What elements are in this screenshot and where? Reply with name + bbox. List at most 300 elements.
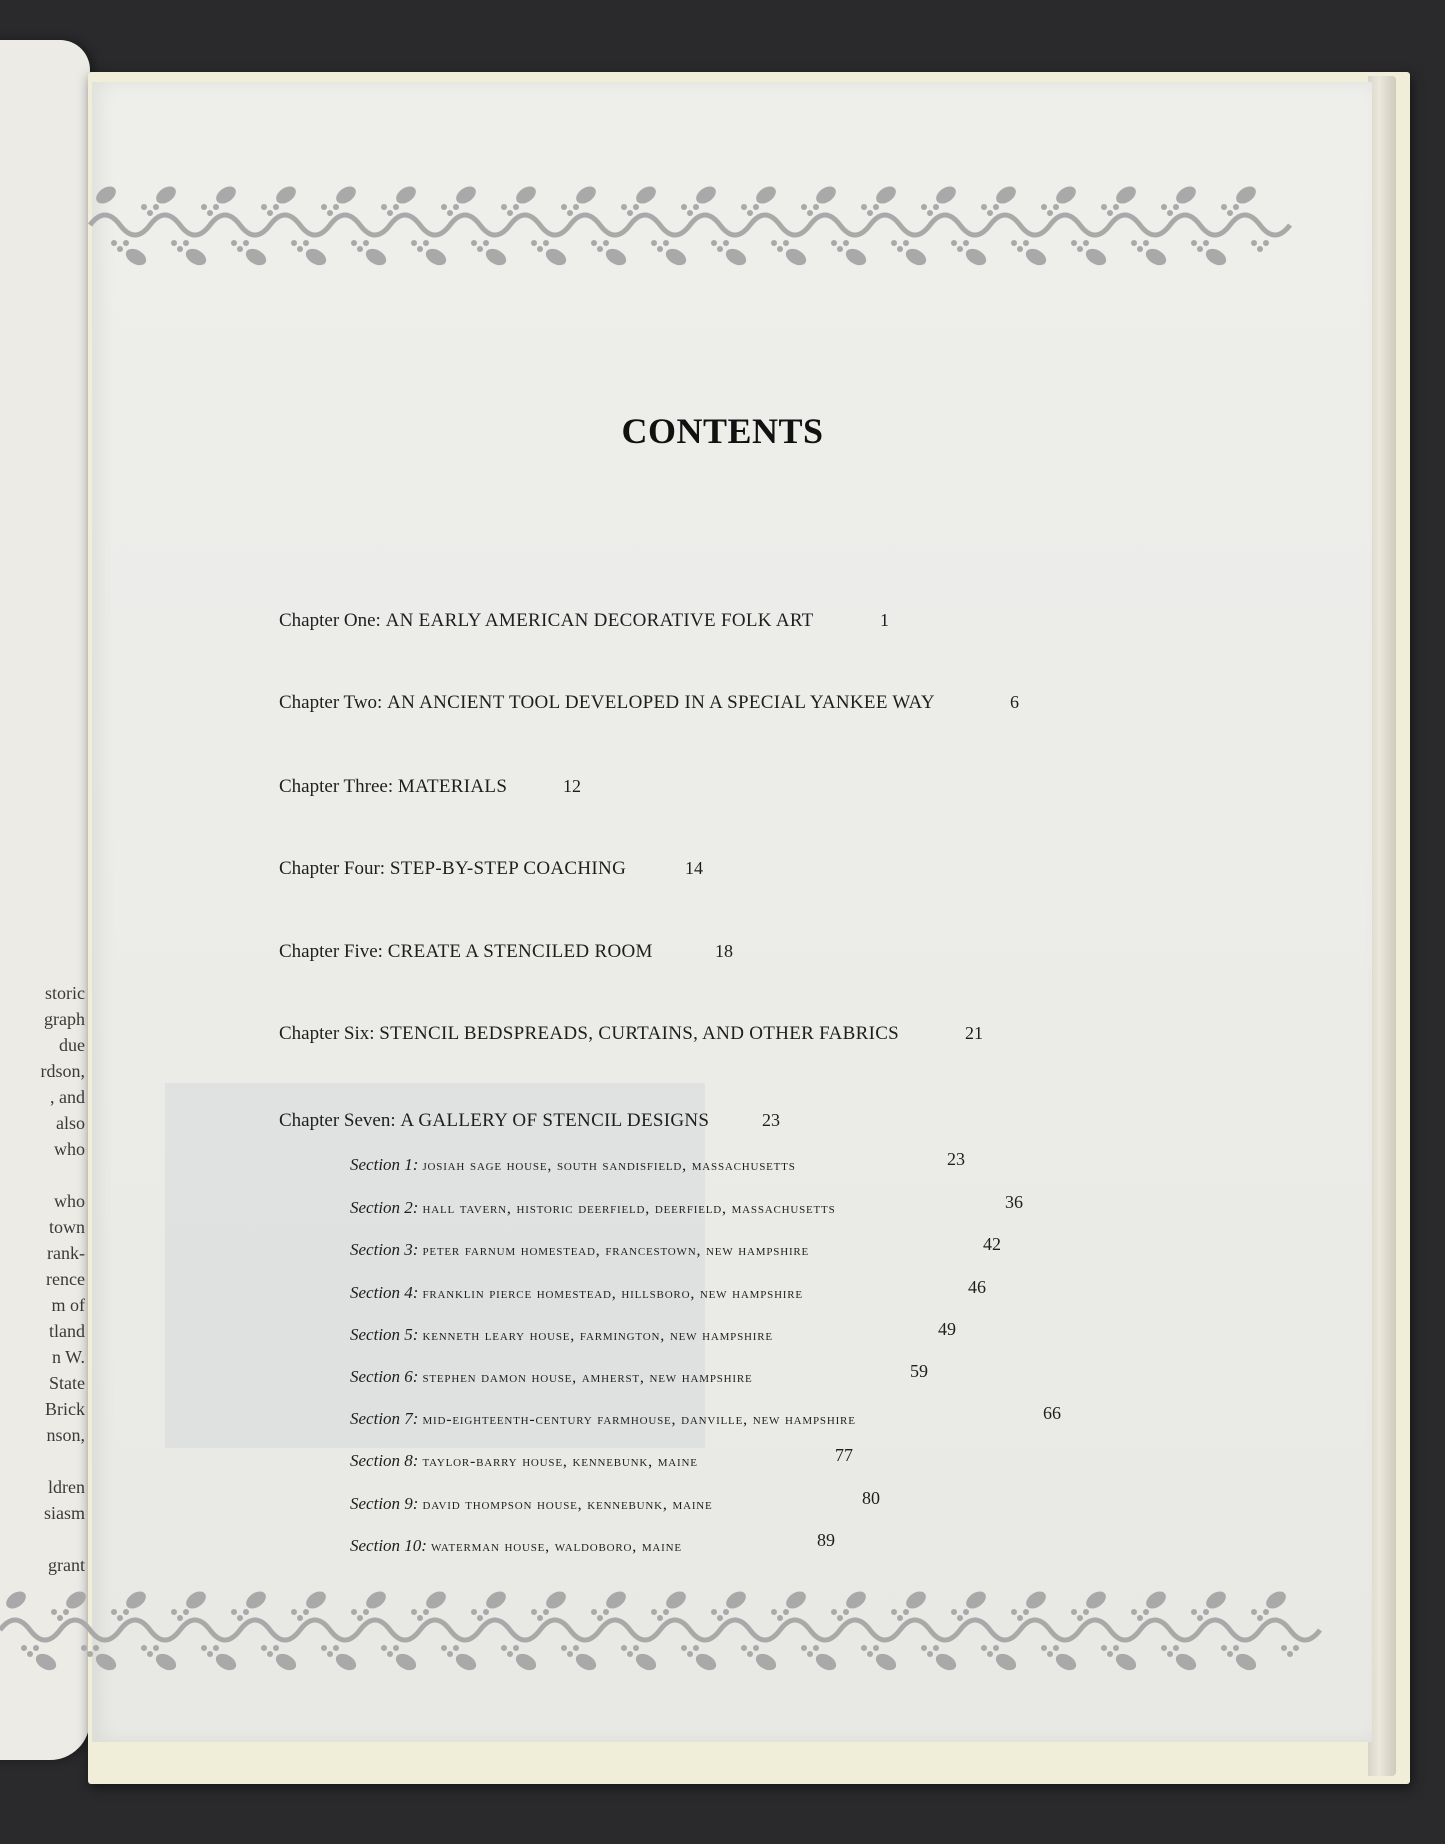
berry-dot bbox=[1131, 240, 1137, 246]
facing-page bbox=[0, 40, 90, 1760]
berry-dot bbox=[477, 246, 483, 252]
leaf-icon bbox=[333, 183, 359, 207]
leaf-icon bbox=[873, 1650, 899, 1673]
berry-dot bbox=[117, 1615, 123, 1621]
berry-dot bbox=[381, 1645, 387, 1651]
section-page-number: 46 bbox=[968, 1277, 986, 1297]
leaf-icon bbox=[483, 1588, 509, 1612]
berry-dot bbox=[297, 1615, 303, 1621]
leaf-icon bbox=[1263, 1588, 1289, 1612]
section-label: Section 8: bbox=[350, 1451, 419, 1470]
berry-dot bbox=[123, 1609, 129, 1615]
berry-dot bbox=[1107, 1651, 1113, 1657]
berry-dot bbox=[423, 240, 429, 246]
section-label: Section 1: bbox=[350, 1155, 419, 1174]
berry-dot bbox=[153, 204, 159, 210]
berry-dot bbox=[1071, 1609, 1077, 1615]
berry-dot bbox=[867, 1651, 873, 1657]
leaf-icon bbox=[1113, 1650, 1139, 1673]
berry-dot bbox=[1077, 1615, 1083, 1621]
berry-dot bbox=[711, 240, 717, 246]
berry-dot bbox=[1251, 1609, 1257, 1615]
leaf-icon bbox=[1113, 183, 1139, 207]
section-label: Section 2: bbox=[350, 1198, 419, 1217]
stencil-border-top bbox=[0, 165, 1445, 285]
berry-dot bbox=[573, 204, 579, 210]
leaf-icon bbox=[843, 1588, 869, 1612]
berry-dot bbox=[843, 240, 849, 246]
leaf-icon bbox=[153, 183, 179, 207]
berry-dot bbox=[777, 246, 783, 252]
section-page-number: 77 bbox=[835, 1445, 853, 1465]
chapter-entry[interactable] bbox=[279, 610, 814, 632]
section-entry[interactable] bbox=[350, 1367, 753, 1387]
berry-dot bbox=[1197, 1615, 1203, 1621]
chapter-entry[interactable] bbox=[279, 858, 626, 880]
berry-dot bbox=[57, 1615, 63, 1621]
chapter-title: MATERIALS bbox=[397, 776, 508, 797]
berry-dot bbox=[843, 1609, 849, 1615]
berry-dot bbox=[27, 1651, 33, 1657]
berry-dot bbox=[63, 1609, 69, 1615]
berry-dot bbox=[441, 1645, 447, 1651]
section-label: Section 9: bbox=[350, 1494, 419, 1513]
leaf-icon bbox=[1173, 1650, 1199, 1673]
leaf-icon bbox=[603, 1588, 629, 1612]
section-entry[interactable] bbox=[350, 1155, 796, 1175]
berry-dot bbox=[903, 1609, 909, 1615]
berry-dot bbox=[957, 1615, 963, 1621]
berry-dot bbox=[1233, 204, 1239, 210]
page-title: CONTENTS bbox=[621, 411, 824, 451]
facing-page-line: State bbox=[49, 1373, 85, 1393]
berry-dot bbox=[273, 204, 279, 210]
facing-page-line: who bbox=[54, 1139, 85, 1159]
berry-dot bbox=[1053, 204, 1059, 210]
facing-page-line: nson, bbox=[46, 1425, 85, 1445]
berry-dot bbox=[651, 1609, 657, 1615]
berry-dot bbox=[1227, 1651, 1233, 1657]
berry-dot bbox=[1221, 204, 1227, 210]
berry-dot bbox=[483, 1609, 489, 1615]
berry-dot bbox=[873, 1645, 879, 1651]
berry-dot bbox=[1113, 1645, 1119, 1651]
berry-dot bbox=[1011, 1609, 1017, 1615]
berry-dot bbox=[21, 1645, 27, 1651]
leaf-icon bbox=[483, 245, 509, 268]
berry-dot bbox=[1053, 1645, 1059, 1651]
section-entry[interactable] bbox=[350, 1283, 803, 1303]
berry-dot bbox=[261, 204, 267, 210]
berry-dot bbox=[51, 1609, 57, 1615]
berry-dot bbox=[1281, 1645, 1287, 1651]
berry-dot bbox=[963, 240, 969, 246]
leaf-icon bbox=[633, 1650, 659, 1673]
berry-dot bbox=[711, 1609, 717, 1615]
section-title: peter farnum homestead, francestown, new hampshire bbox=[422, 1242, 810, 1259]
berry-dot bbox=[237, 246, 243, 252]
berry-dot bbox=[411, 1609, 417, 1615]
berry-dot bbox=[633, 204, 639, 210]
berry-dot bbox=[633, 1645, 639, 1651]
section-title: kenneth leary house, farmington, new hampshire bbox=[422, 1327, 773, 1344]
berry-dot bbox=[1257, 246, 1263, 252]
berry-dot bbox=[603, 1609, 609, 1615]
section-entry[interactable] bbox=[350, 1494, 713, 1514]
leaf-icon bbox=[963, 1588, 989, 1612]
leaf-icon bbox=[243, 1588, 269, 1612]
section-entry[interactable] bbox=[350, 1198, 836, 1218]
leaf-icon bbox=[1203, 1588, 1229, 1612]
section-label: Section 7: bbox=[350, 1409, 419, 1428]
section-title: waterman house, waldoboro, maine bbox=[430, 1538, 682, 1555]
facing-page-line: rence bbox=[46, 1269, 85, 1289]
leaf-icon bbox=[123, 1588, 149, 1612]
berry-dot bbox=[777, 1615, 783, 1621]
cover-edge bbox=[1368, 76, 1396, 1776]
berry-dot bbox=[1113, 204, 1119, 210]
berry-dot bbox=[477, 1615, 483, 1621]
section-entry[interactable] bbox=[350, 1409, 856, 1429]
berry-dot bbox=[807, 210, 813, 216]
berry-dot bbox=[1083, 1609, 1089, 1615]
berry-dot bbox=[381, 204, 387, 210]
berry-dot bbox=[333, 204, 339, 210]
vine-stem bbox=[90, 215, 1290, 235]
berry-dot bbox=[183, 240, 189, 246]
berry-dot bbox=[813, 204, 819, 210]
section-label: Section 6: bbox=[350, 1367, 419, 1386]
leaf-icon bbox=[753, 1650, 779, 1673]
leaf-icon bbox=[1173, 183, 1199, 207]
facing-page-line: grant bbox=[48, 1555, 85, 1575]
leaf-icon bbox=[603, 245, 629, 268]
berry-dot bbox=[687, 1651, 693, 1657]
leaf-icon bbox=[993, 183, 1019, 207]
berry-dot bbox=[231, 1609, 237, 1615]
leaf-icon bbox=[1143, 245, 1169, 268]
chapter-label: Chapter One: bbox=[279, 610, 386, 631]
berry-dot bbox=[1137, 1615, 1143, 1621]
berry-dot bbox=[891, 1609, 897, 1615]
berry-dot bbox=[753, 1645, 759, 1651]
facing-page-line: , and bbox=[50, 1087, 85, 1107]
section-page-number: 49 bbox=[938, 1319, 956, 1339]
facing-page-line: graph bbox=[44, 1009, 85, 1029]
leaf-icon bbox=[1023, 245, 1049, 268]
leaf-icon bbox=[843, 245, 869, 268]
facing-page-line bbox=[0, 1526, 85, 1552]
berry-dot bbox=[831, 1609, 837, 1615]
chapter-label: Chapter Six: bbox=[279, 1023, 380, 1044]
berry-dot bbox=[783, 240, 789, 246]
berry-dot bbox=[627, 210, 633, 216]
section-title: stephen damon house, amherst, new hampshire bbox=[422, 1369, 753, 1386]
berry-dot bbox=[723, 240, 729, 246]
section-page-number: 89 bbox=[817, 1530, 835, 1550]
chapter-entry[interactable] bbox=[279, 941, 653, 963]
leaf-icon bbox=[333, 1650, 359, 1673]
facing-page-line: tland bbox=[49, 1321, 85, 1341]
berry-dot bbox=[981, 1645, 987, 1651]
berry-dot bbox=[303, 1609, 309, 1615]
leaf-icon bbox=[153, 1650, 179, 1673]
leaf-icon bbox=[813, 183, 839, 207]
berry-dot bbox=[837, 1615, 843, 1621]
berry-dot bbox=[147, 1651, 153, 1657]
berry-dot bbox=[573, 1645, 579, 1651]
chapter-label: Chapter Five: bbox=[279, 941, 388, 962]
facing-page-line bbox=[0, 1448, 85, 1474]
leaf-icon bbox=[543, 1588, 569, 1612]
section-page-number: 80 bbox=[862, 1488, 880, 1508]
facing-page-line: rdson, bbox=[40, 1061, 85, 1081]
berry-dot bbox=[243, 1609, 249, 1615]
berry-dot bbox=[663, 1609, 669, 1615]
berry-dot bbox=[861, 1645, 867, 1651]
berry-dot bbox=[561, 1645, 567, 1651]
berry-dot bbox=[81, 1645, 87, 1651]
berry-dot bbox=[567, 1651, 573, 1657]
leaf-icon bbox=[243, 245, 269, 268]
berry-dot bbox=[273, 1645, 279, 1651]
berry-dot bbox=[93, 1645, 99, 1651]
berry-dot bbox=[1071, 240, 1077, 246]
section-label: Section 4: bbox=[350, 1283, 419, 1302]
chapter-title: A GALLERY OF STENCIL DESIGNS bbox=[400, 1110, 710, 1131]
berry-dot bbox=[717, 1615, 723, 1621]
chapter-page-number: 21 bbox=[965, 1023, 983, 1043]
leaf-icon bbox=[363, 245, 389, 268]
berry-dot bbox=[1047, 1651, 1053, 1657]
facing-page-line: Brick bbox=[45, 1399, 85, 1419]
berry-dot bbox=[201, 204, 207, 210]
berry-dot bbox=[801, 1645, 807, 1651]
berry-dot bbox=[327, 210, 333, 216]
berry-dot bbox=[363, 240, 369, 246]
leaf-icon bbox=[663, 1588, 689, 1612]
berry-dot bbox=[393, 204, 399, 210]
leaf-icon bbox=[183, 245, 209, 268]
berry-dot bbox=[303, 240, 309, 246]
berry-dot bbox=[483, 240, 489, 246]
berry-dot bbox=[33, 1645, 39, 1651]
berry-dot bbox=[693, 204, 699, 210]
chapter-title: AN ANCIENT TOOL DEVELOPED IN A SPECIAL YANKEE WAY bbox=[387, 692, 935, 713]
berry-dot bbox=[993, 1645, 999, 1651]
berry-dot bbox=[1161, 1645, 1167, 1651]
berry-dot bbox=[453, 204, 459, 210]
section-entry[interactable] bbox=[350, 1325, 773, 1345]
berry-dot bbox=[447, 1651, 453, 1657]
chapter-entry[interactable] bbox=[279, 1023, 899, 1045]
chapter-page-number: 23 bbox=[762, 1110, 780, 1130]
berry-dot bbox=[171, 1609, 177, 1615]
berry-dot bbox=[807, 1651, 813, 1657]
berry-dot bbox=[771, 240, 777, 246]
berry-dot bbox=[111, 1609, 117, 1615]
facing-page-line: siasm bbox=[43, 1503, 85, 1523]
berry-dot bbox=[957, 246, 963, 252]
berry-dot bbox=[1131, 1609, 1137, 1615]
leaf-icon bbox=[1203, 245, 1229, 268]
section-page-number: 23 bbox=[947, 1149, 965, 1169]
chapter-label: Chapter Three: bbox=[279, 776, 398, 797]
chapter-entry[interactable] bbox=[279, 692, 935, 714]
berry-dot bbox=[663, 240, 669, 246]
facing-page-line: due bbox=[59, 1035, 85, 1055]
berry-dot bbox=[681, 1645, 687, 1651]
leaf-icon bbox=[723, 245, 749, 268]
leaf-icon bbox=[963, 245, 989, 268]
leaf-icon bbox=[1083, 1588, 1109, 1612]
berry-dot bbox=[951, 240, 957, 246]
chapter-page-number: 6 bbox=[1010, 692, 1019, 712]
berry-dot bbox=[981, 204, 987, 210]
berry-dot bbox=[717, 246, 723, 252]
section-title: david thompson house, kennebunk, maine bbox=[422, 1496, 713, 1513]
section-page-number: 59 bbox=[910, 1361, 928, 1381]
berry-dot bbox=[1263, 1609, 1269, 1615]
leaf-icon bbox=[513, 183, 539, 207]
berry-dot bbox=[153, 1645, 159, 1651]
berry-dot bbox=[1161, 204, 1167, 210]
berry-dot bbox=[471, 240, 477, 246]
berry-dot bbox=[267, 1651, 273, 1657]
leaf-icon bbox=[1233, 1650, 1259, 1673]
facing-page-line: rank- bbox=[47, 1243, 85, 1263]
leaf-icon bbox=[93, 1650, 119, 1673]
section-title: franklin pierce homestead, hillsboro, new hampshire bbox=[422, 1285, 803, 1302]
chapter-page-number: 18 bbox=[715, 941, 733, 961]
section-page-number: 42 bbox=[983, 1234, 1001, 1254]
berry-dot bbox=[747, 1651, 753, 1657]
berry-dot bbox=[123, 240, 129, 246]
berry-dot bbox=[507, 1651, 513, 1657]
berry-dot bbox=[1197, 246, 1203, 252]
chapter-page-number: 14 bbox=[685, 858, 703, 878]
section-entry[interactable] bbox=[350, 1240, 809, 1260]
berry-dot bbox=[1077, 246, 1083, 252]
berry-dot bbox=[927, 1651, 933, 1657]
berry-dot bbox=[387, 210, 393, 216]
berry-dot bbox=[1221, 1645, 1227, 1651]
berry-dot bbox=[921, 204, 927, 210]
chapter-title: STEP-BY-STEP COACHING bbox=[389, 858, 627, 879]
section-title: taylor-barry house, kennebunk, maine bbox=[422, 1453, 698, 1470]
berry-dot bbox=[903, 240, 909, 246]
leaf-icon bbox=[123, 245, 149, 268]
chapter-entry[interactable] bbox=[279, 776, 507, 798]
leaf-icon bbox=[1053, 183, 1079, 207]
berry-dot bbox=[267, 210, 273, 216]
berry-dot bbox=[1101, 1645, 1107, 1651]
leaf-icon bbox=[933, 183, 959, 207]
berry-dot bbox=[207, 210, 213, 216]
leaf-icon bbox=[543, 245, 569, 268]
chapter-title: AN EARLY AMERICAN DECORATIVE FOLK ART bbox=[385, 610, 814, 631]
chapter-page-number: 12 bbox=[563, 776, 581, 796]
berry-dot bbox=[987, 1651, 993, 1657]
berry-dot bbox=[1203, 240, 1209, 246]
berry-dot bbox=[1041, 204, 1047, 210]
leaf-icon bbox=[213, 183, 239, 207]
berry-dot bbox=[411, 240, 417, 246]
berry-dot bbox=[147, 210, 153, 216]
section-title: mid-eighteenth-century farmhouse, danville, new hampshire bbox=[422, 1411, 856, 1428]
berry-dot bbox=[87, 1651, 93, 1657]
berry-dot bbox=[627, 1651, 633, 1657]
berry-dot bbox=[531, 1609, 537, 1615]
berry-dot bbox=[423, 1609, 429, 1615]
berry-dot bbox=[897, 1615, 903, 1621]
berry-dot bbox=[543, 240, 549, 246]
leaf-icon bbox=[783, 1588, 809, 1612]
berry-dot bbox=[417, 1615, 423, 1621]
berry-dot bbox=[921, 1645, 927, 1651]
berry-dot bbox=[1233, 1645, 1239, 1651]
berry-dot bbox=[453, 1645, 459, 1651]
berry-dot bbox=[597, 246, 603, 252]
chapter-entry[interactable] bbox=[279, 1110, 709, 1132]
berry-dot bbox=[837, 246, 843, 252]
berry-dot bbox=[933, 204, 939, 210]
facing-page-line: m of bbox=[51, 1295, 85, 1315]
berry-dot bbox=[861, 204, 867, 210]
facing-page-line: who bbox=[54, 1191, 85, 1211]
facing-page-line: ldren bbox=[48, 1477, 85, 1497]
leaf-icon bbox=[273, 183, 299, 207]
berry-dot bbox=[603, 240, 609, 246]
section-label: Section 10: bbox=[350, 1536, 427, 1555]
chapter-label: Chapter Two: bbox=[279, 692, 388, 713]
berry-dot bbox=[897, 246, 903, 252]
berry-dot bbox=[933, 1645, 939, 1651]
berry-dot bbox=[951, 1609, 957, 1615]
berry-dot bbox=[927, 210, 933, 216]
berry-dot bbox=[1203, 1609, 1209, 1615]
leaf-icon bbox=[573, 1650, 599, 1673]
chapter-label: Chapter Four: bbox=[279, 858, 390, 879]
leaf-icon bbox=[273, 1650, 299, 1673]
berry-dot bbox=[657, 246, 663, 252]
section-entry[interactable] bbox=[350, 1536, 682, 1556]
berry-dot bbox=[177, 1615, 183, 1621]
leaf-icon bbox=[903, 245, 929, 268]
berry-dot bbox=[621, 204, 627, 210]
leaf-icon bbox=[393, 1650, 419, 1673]
berry-dot bbox=[327, 1651, 333, 1657]
berry-dot bbox=[1017, 246, 1023, 252]
section-page-number: 36 bbox=[1005, 1192, 1023, 1212]
section-entry[interactable] bbox=[350, 1451, 698, 1471]
berry-dot bbox=[831, 240, 837, 246]
berry-dot bbox=[753, 204, 759, 210]
berry-dot bbox=[993, 204, 999, 210]
berry-dot bbox=[537, 1615, 543, 1621]
leaf-icon bbox=[633, 183, 659, 207]
berry-dot bbox=[813, 1645, 819, 1651]
berry-dot bbox=[213, 204, 219, 210]
berry-dot bbox=[357, 1615, 363, 1621]
facing-page-line: also bbox=[56, 1113, 85, 1133]
section-title: hall tavern, historic deerfield, deerfield, massachusetts bbox=[422, 1200, 836, 1217]
leaf-icon bbox=[303, 1588, 329, 1612]
berry-dot bbox=[741, 204, 747, 210]
section-label: Section 3: bbox=[350, 1240, 419, 1259]
berry-dot bbox=[231, 240, 237, 246]
berry-dot bbox=[171, 240, 177, 246]
